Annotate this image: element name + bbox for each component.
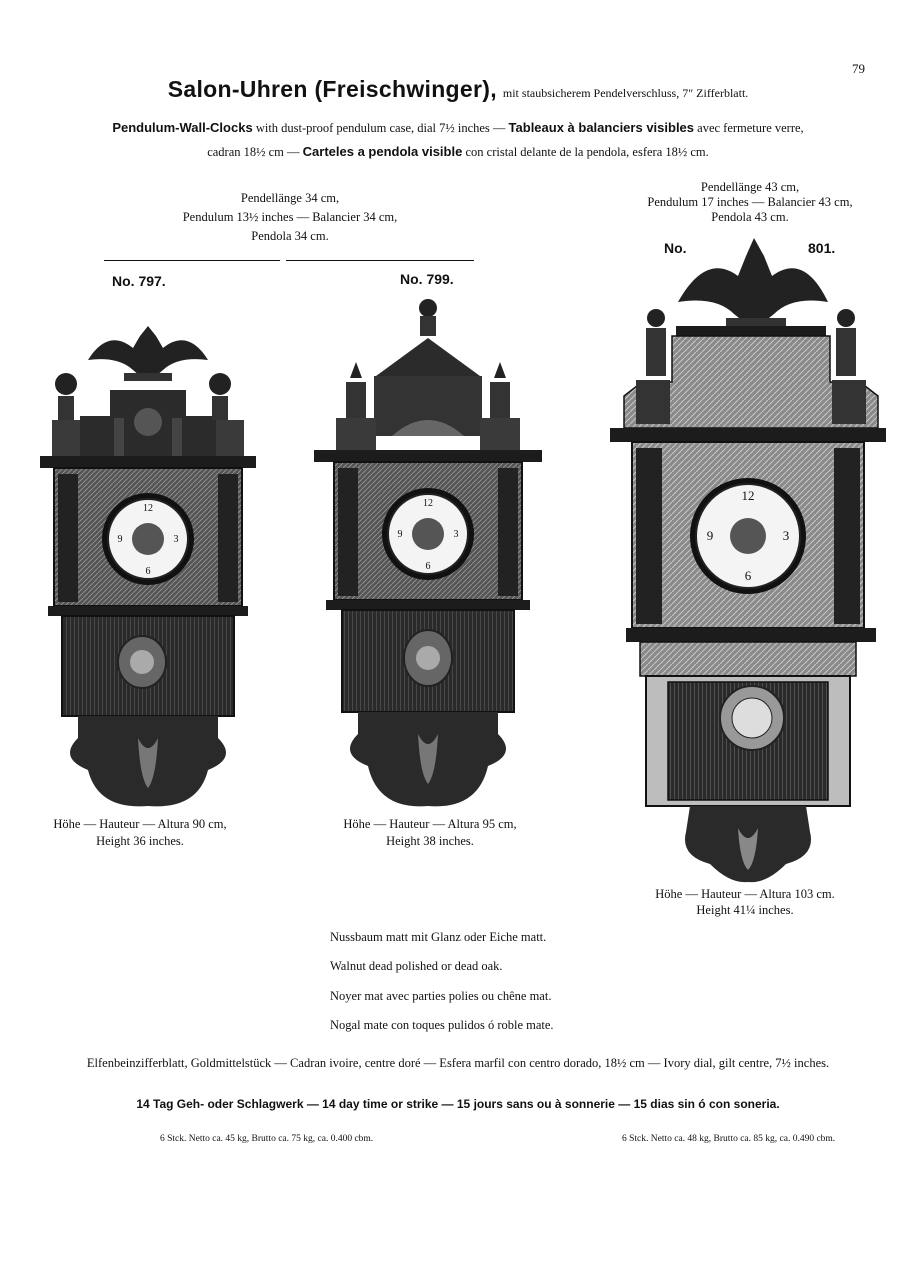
caption-801-line-1: Höhe — Hauteur — Altura 103 cm.	[655, 887, 835, 901]
material-line-de: Nussbaum matt mit Glanz oder Eiche matt.	[330, 930, 547, 944]
svg-text:9: 9	[397, 529, 403, 540]
svg-text:3: 3	[782, 528, 790, 543]
wall-clock-large-eagle-icon	[606, 232, 890, 884]
pendulum-left-line-1: Pendellänge 34 cm,	[240, 191, 340, 205]
svg-text:9: 9	[706, 528, 714, 543]
svg-text:3: 3	[173, 534, 179, 545]
dial-description: Elfenbeinzifferblatt, Goldmittelstück — Cadran ivoire, centre doré — Esfera marfil con centro dorado, 18½ cm — Ivory dial, gilt centre, 7½ inches.	[86, 1056, 830, 1070]
caption-801	[635, 886, 855, 918]
packing-info-left: 6 Stck. Netto ca. 45 kg, Brutto ca. 75 kg, ca. 0.400 cbm.	[160, 1134, 374, 1144]
subtitle-es-text: con cristal delante de la pendola, esfera 18½ cm.	[462, 145, 709, 159]
wall-clock-eagle-icon	[38, 318, 258, 810]
pendulum-left-line-3: Pendola 34 cm.	[251, 229, 329, 243]
subtitle-line-2	[0, 144, 916, 160]
svg-text:12: 12	[741, 488, 755, 503]
caption-797-line-2: Height 36 inches.	[96, 834, 184, 848]
caption-799-line-2: Height 38 inches.	[386, 834, 474, 848]
svg-text:6: 6	[744, 568, 752, 583]
wall-clock-pediment-icon	[312, 294, 544, 810]
movement-description: 14 Tag Geh- oder Schlagwerk — 14 day time or strike — 15 jours sans ou à sonnerie — 15 dias sin ó con soneria.	[136, 1097, 780, 1111]
model-label-801-number: 801.	[808, 240, 836, 256]
model-label-797: No. 797.	[112, 273, 166, 289]
material-line-fr: Noyer mat avec parties polies ou chêne mat.	[330, 989, 552, 1003]
caption-801-line-2: Height 41¼ inches.	[696, 903, 794, 917]
svg-text:6: 6	[425, 561, 431, 572]
caption-797	[40, 816, 240, 850]
material-line-es: Nogal mate con toques pulidos ó roble mate.	[330, 1018, 554, 1032]
subtitle-fr-text-2: cadran 18½ cm —	[207, 145, 303, 159]
svg-text:12: 12	[143, 503, 153, 514]
svg-text:3: 3	[453, 529, 459, 540]
caption-799-line-1: Höhe — Hauteur — Altura 95 cm,	[343, 817, 517, 831]
subtitle-fr-bold: Tableaux à balanciers visibles	[508, 120, 695, 135]
model-label-801-prefix: No.	[664, 240, 687, 256]
divider-right	[286, 260, 474, 261]
subtitle-fr-text: avec fermeture verre,	[694, 121, 804, 135]
clock-799-image	[312, 294, 544, 810]
title-main: Salon-Uhren (Freischwinger),	[167, 76, 497, 102]
pendulum-left-line-2: Pendulum 13½ inches — Balancier 34 cm,	[182, 210, 398, 224]
svg-text:9: 9	[117, 534, 123, 545]
page-title	[0, 76, 916, 103]
subtitle-en-bold: Pendulum-Wall-Clocks	[112, 120, 253, 135]
pendulum-info-right	[600, 180, 900, 225]
svg-text:6: 6	[145, 566, 151, 577]
clock-801-image	[606, 232, 890, 884]
packing-info-right: 6 Stck. Netto ca. 48 kg, Brutto ca. 85 kg, ca. 0.490 cbm.	[622, 1134, 836, 1144]
pendulum-right-line-1: Pendellänge 43 cm,	[700, 180, 800, 194]
pendulum-info-left	[150, 189, 430, 246]
clock-797-image	[38, 318, 258, 810]
model-label-799: No. 799.	[400, 271, 454, 287]
caption-797-line-1: Höhe — Hauteur — Altura 90 cm,	[53, 817, 227, 831]
caption-799	[325, 816, 535, 850]
svg-text:12: 12	[423, 498, 433, 509]
subtitle-es-bold: Carteles a pendola visible	[302, 144, 463, 159]
page-number: 79	[852, 61, 865, 76]
subtitle-en-text: with dust-proof pendulum case, dial 7½ inches —	[252, 121, 509, 135]
pendulum-right-line-2: Pendulum 17 inches — Balancier 43 cm,	[647, 195, 853, 209]
pendulum-right-line-3: Pendola 43 cm.	[711, 210, 789, 224]
title-sub: mit staubsicherem Pendelverschluss, 7″ Zifferblatt.	[502, 86, 749, 100]
subtitle-line-1	[0, 120, 916, 136]
divider-left	[104, 260, 280, 261]
material-line-en: Walnut dead polished or dead oak.	[330, 959, 503, 973]
